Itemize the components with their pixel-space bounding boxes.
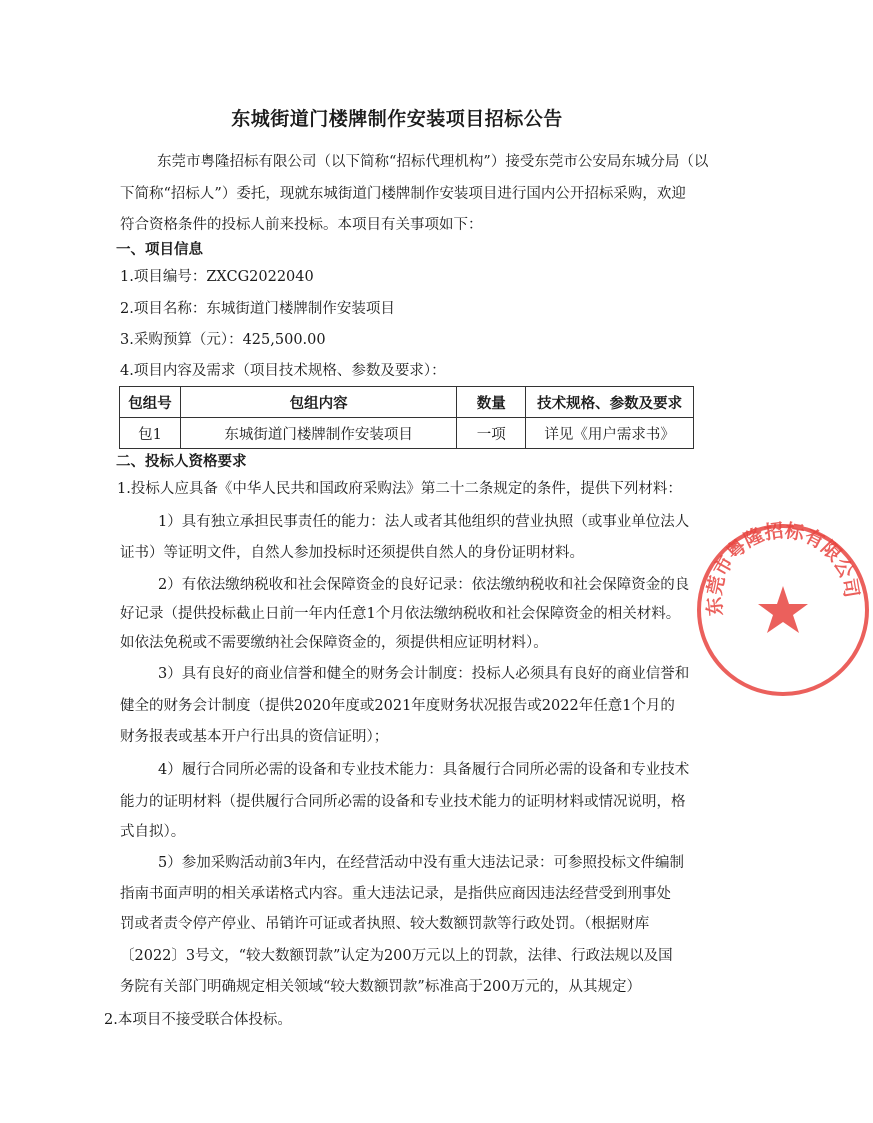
package-table	[119, 386, 694, 449]
req-2-line-3: 如依法免税或不需要缴纳社会保障资金的，须提供相应证明材料）。	[120, 635, 548, 651]
project-number: 1.项目编号：ZXCG2022040	[120, 269, 314, 285]
page-title: 东城街道门楼牌制作安装项目招标公告	[231, 108, 563, 130]
req-3-line-1: 3）具有良好的商业信誉和健全的财务会计制度：投标人必须具有良好的商业信誉和	[158, 666, 690, 682]
req-5-line-4: 〔2022〕3号文，“较大数额罚款”认定为200万元以上的罚款，法律、行政法规以及国	[120, 948, 673, 964]
intro-line-1: 东莞市粤隆招标有限公司（以下简称“招标代理机构”）接受东莞市公安局东城分局（以	[157, 154, 709, 170]
req-5-line-2: 指南书面声明的相关承诺格式内容。重大违法记录，是指供应商因违法经营受到刑事处	[120, 886, 671, 902]
table-header: 数量	[457, 387, 526, 418]
company-seal	[693, 520, 873, 700]
req-4-line-2: 能力的证明材料（提供履行合同所必需的设备和专业技术能力的证明材料或情况说明，格	[120, 794, 686, 810]
table-row	[120, 418, 694, 449]
table-header-row	[120, 387, 694, 418]
qualification-intro: 1.投标人应具备《中华人民共和国政府采购法》第二十二条规定的条件，提供下列材料：	[117, 481, 682, 497]
intro-line-3: 符合资格条件的投标人前来投标。本项目有关事项如下：	[120, 217, 483, 233]
table-cell: 包1	[120, 418, 181, 449]
req-3-line-3: 财务报表或基本开户行出具的资信证明）；	[120, 729, 389, 745]
project-budget: 3.采购预算（元）：425,500.00	[120, 332, 326, 348]
table-cell: 东城街道门楼牌制作安装项目	[180, 418, 456, 449]
table-header: 包组内容	[180, 387, 456, 418]
req-5-line-5: 务院有关部门明确规定相关领域“较大数额罚款”标准高于200万元的，从其规定）	[120, 979, 641, 995]
table-cell: 详见《用户需求书》	[526, 418, 694, 449]
req-1-line-2: 证书）等证明文件，自然人参加投标时还须提供自然人的身份证明材料。	[120, 545, 584, 561]
no-joint-bid: 2.本项目不接受联合体投标。	[104, 1012, 292, 1028]
table-header: 技术规格、参数及要求	[526, 387, 694, 418]
content-requirements: 4.项目内容及需求（项目技术规格、参数及要求）：	[120, 363, 446, 379]
section-1-heading: 一、项目信息	[116, 241, 203, 258]
req-4-line-1: 4）履行合同所必需的设备和专业技术能力：具备履行合同所必需的设备和专业技术	[158, 762, 690, 778]
intro-line-2: 下简称“招标人”）委托，现就东城街道门楼牌制作安装项目进行国内公开招标采购，欢迎	[120, 186, 686, 202]
req-3-line-2: 健全的财务会计制度（提供2020年度或2021年度财务状况报告或2022年任意1个月的	[120, 698, 675, 714]
table-cell: 一项	[457, 418, 526, 449]
req-1-line-1: 1）具有独立承担民事责任的能力：法人或者其他组织的营业执照（或事业单位法人	[158, 514, 690, 530]
section-2-heading: 二、投标人资格要求	[116, 453, 247, 470]
req-4-line-3: 式自拟）。	[120, 824, 186, 840]
project-name: 2.项目名称：东城街道门楼牌制作安装项目	[120, 301, 395, 317]
req-5-line-3: 罚或者责令停产停业、吊销许可证或者执照、较大数额罚款等行政处罚。（根据财库	[120, 916, 650, 932]
req-5-line-1: 5）参加采购活动前3年内，在经营活动中没有重大违法记录：可参照投标文件编制	[158, 855, 684, 871]
req-2-line-2: 好记录（提供投标截止日前一年内任意1个月依法缴纳税收和社会保障资金的相关材料。	[120, 606, 681, 622]
table-header: 包组号	[120, 387, 181, 418]
seal-text: 东莞市粤隆招标有限公司	[703, 520, 863, 617]
req-2-line-1: 2）有依法缴纳税收和社会保障资金的良好记录：依法缴纳税收和社会保障资金的良	[158, 577, 690, 593]
seal-star-icon	[758, 586, 808, 633]
